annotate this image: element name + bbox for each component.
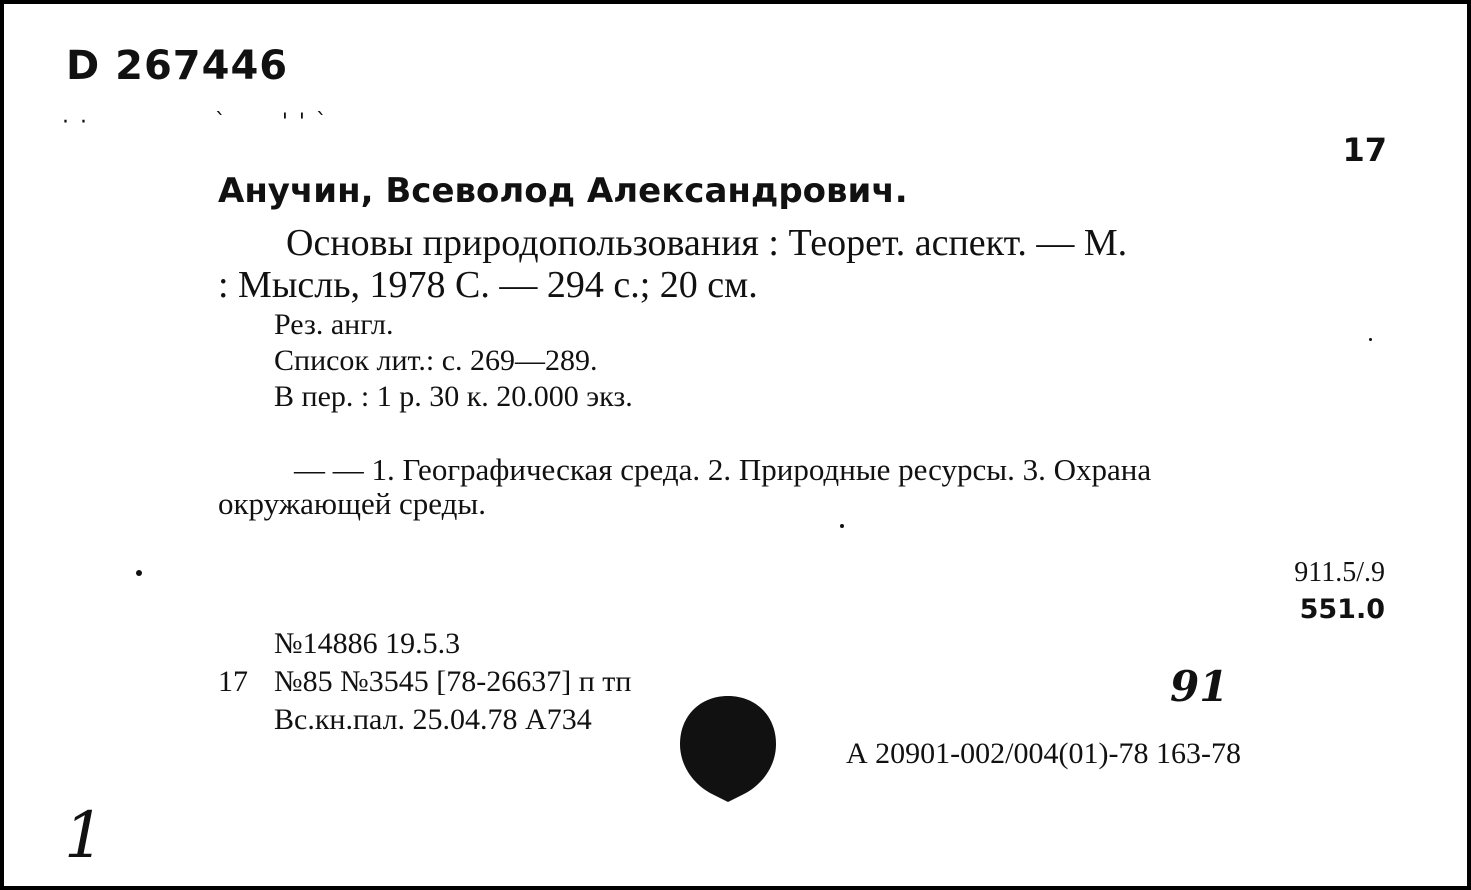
note-price: В пер. : 1 р. 30 к. 20.000 экз.	[274, 380, 633, 413]
publication-line: : Мысль, 1978 С. — 294 с.; 20 см.	[218, 264, 758, 306]
handwritten-number: 91	[1170, 662, 1229, 711]
subject-headings: — — 1. Географическая среда. 2. Природные ресурсы. 3. Охрана	[294, 452, 1152, 487]
speck-marks: · · ` ' ' `	[62, 110, 329, 135]
index-line: А 20901-002/004(01)-78 163-78	[846, 737, 1241, 770]
tech-line-3: Вс.кн.пал. 25.04.78 А734	[274, 703, 592, 736]
tech-line-1: №14886 19.5.3	[274, 627, 461, 660]
tech-line-2-prefix: 17	[218, 665, 248, 698]
shelf-number: 17	[1342, 131, 1387, 169]
subject-headings-cont: окружающей среды.	[218, 486, 487, 521]
speck-dot	[840, 524, 844, 528]
speck-dot	[136, 570, 142, 576]
tech-line-2: №85 №3545 [78-26637] п тп	[274, 665, 632, 698]
title-line: Основы природопользования : Теорет. аспект. — М.	[286, 222, 1128, 264]
classification-bbk: 551.0	[1299, 594, 1385, 625]
speck-dot	[1369, 338, 1372, 341]
author-heading: Анучин, Всеволод Александрович.	[218, 171, 908, 211]
handwritten-mark: 1	[64, 799, 105, 873]
punch-hole-mark	[678, 694, 778, 806]
inventory-number: D 267446	[66, 43, 289, 89]
note-bibliography: Список лит.: с. 269—289.	[274, 344, 598, 377]
classification-udc: 911.5/.9	[1294, 557, 1385, 588]
note-summary: Рез. англ.	[274, 308, 394, 341]
